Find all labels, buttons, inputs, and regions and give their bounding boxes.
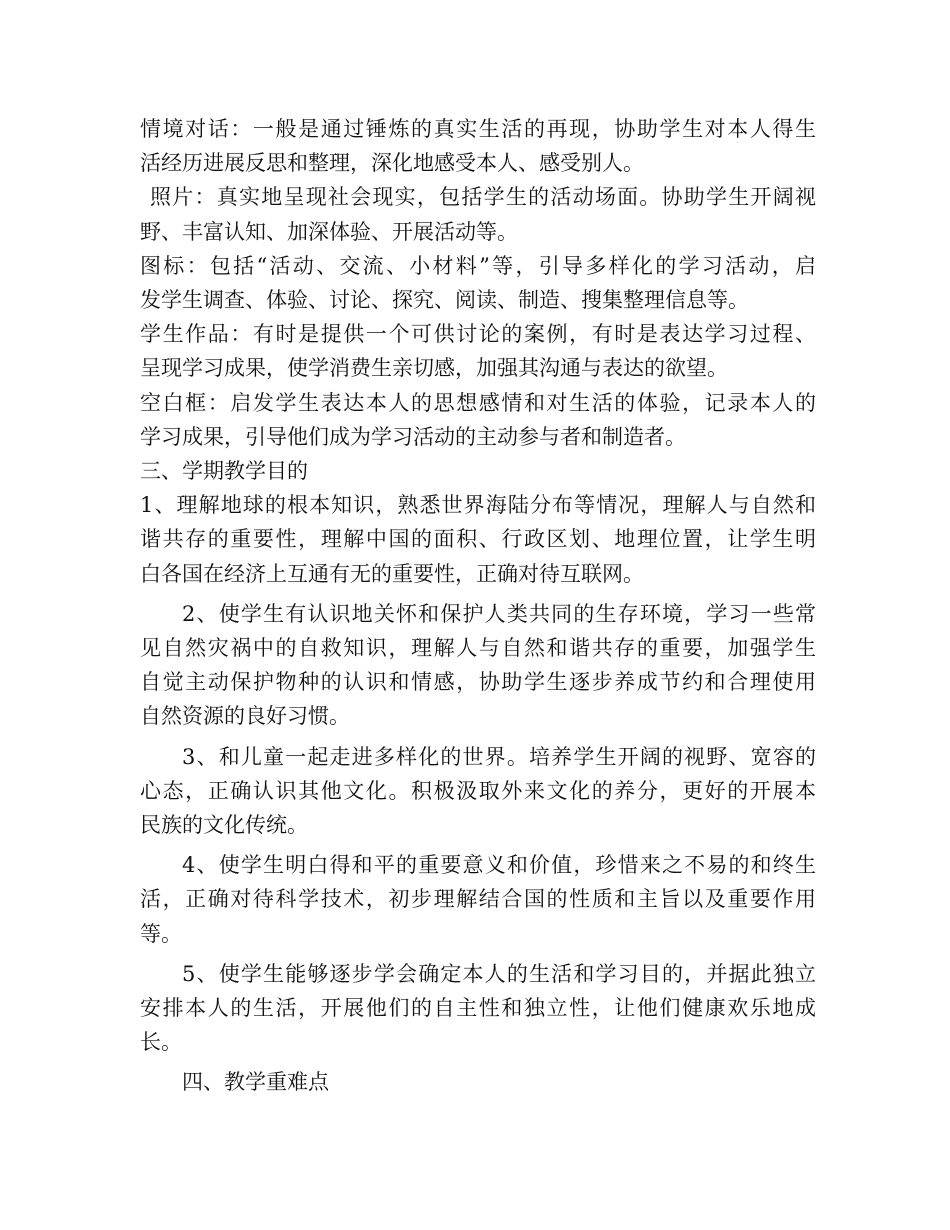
paragraph-icons bbox=[140, 249, 816, 317]
text-line: 长。 bbox=[140, 1030, 182, 1055]
text-line: 空白框：启发学生表达本人的思想感情和对生活的体验，记录本人的 bbox=[140, 390, 816, 415]
text-line: 发学生调查、体验、讨论、探究、阅读、制造、搜集整理信息等。 bbox=[140, 288, 749, 313]
paragraph-photos bbox=[140, 180, 816, 248]
goal-item-4 bbox=[140, 848, 816, 951]
paragraph-student-works bbox=[140, 317, 816, 385]
goal-item-1 bbox=[140, 488, 816, 591]
section-heading-key-difficulties bbox=[140, 1065, 816, 1099]
document-body bbox=[140, 112, 816, 1100]
text-line: 活，正确对待科学技术，初步理解结合国的性质和主旨以及重要作用 bbox=[140, 887, 816, 912]
text-line: 学习成果，引导他们成为学习活动的主动参与者和制造者。 bbox=[140, 424, 686, 449]
section-heading-teaching-goals bbox=[140, 454, 816, 488]
goal-item-2 bbox=[140, 597, 816, 734]
goal-item-3 bbox=[140, 740, 816, 843]
paragraph-blank-box bbox=[140, 386, 816, 454]
text-line: 1、理解地球的根本知识，熟悉世界海陆分布等情况，理解人与自然和 bbox=[140, 493, 816, 518]
text-line: 自觉主动保护物种的认识和情感，协助学生逐步养成节约和合理使用 bbox=[140, 670, 816, 695]
text-line: 野、丰富认知、加深体验、开展活动等。 bbox=[140, 219, 518, 244]
text-line: 心态，正确认识其他文化。积极汲取外来文化的养分，更好的开展本 bbox=[140, 778, 816, 803]
goal-item-5 bbox=[140, 957, 816, 1060]
text-line: 民族的文化传统。 bbox=[140, 813, 308, 838]
text-line: 自然资源的良好习惯。 bbox=[140, 704, 350, 729]
text-line: 2、使学生有认识地关怀和保护人类共同的生存环境，学习一些常 bbox=[182, 601, 816, 626]
text-line: 图标：包括“活动、交流、小材料”等，引导多样化的学习活动，启 bbox=[140, 253, 816, 278]
text-line: 照片：真实地呈现社会现实，包括学生的活动场面。协助学生开阔视 bbox=[150, 185, 816, 210]
text-line: 3、和儿童一起走进多样化的世界。培养学生开阔的视野、宽容的 bbox=[182, 744, 816, 769]
text-line: 白各国在经济上互通有无的重要性，正确对待互联网。 bbox=[140, 561, 644, 586]
text-line: 4、使学生明白得和平的重要意义和价值，珍惜来之不易的和终生 bbox=[182, 853, 816, 878]
text-line: 学生作品：有时是提供一个可供讨论的案例，有时是表达学习过程、 bbox=[140, 322, 816, 347]
section-heading: 四、教学重难点 bbox=[182, 1070, 329, 1095]
section-heading: 三、学期教学目的 bbox=[140, 459, 308, 484]
text-line: 情境对话：一般是通过锤炼的真实生活的再现，协助学生对本人得生 bbox=[140, 117, 816, 141]
text-line: 5、使学生能够逐步学会确定本人的生活和学习目的，并据此独立 bbox=[182, 961, 816, 986]
text-line: 呈现学习成果，使学消费生亲切感，加强其沟通与表达的欲望。 bbox=[140, 356, 728, 381]
paragraph-situational-dialogue bbox=[140, 112, 816, 180]
text-line: 活经历进展反思和整理，深化地感受本人、感受别人。 bbox=[140, 151, 644, 176]
text-line: 谐共存的重要性，理解中国的面积、行政区划、地理位置，让学生明 bbox=[140, 527, 816, 552]
text-line: 等。 bbox=[140, 921, 182, 946]
text-line: 安排本人的生活，开展他们的自主性和独立性，让他们健康欢乐地成 bbox=[140, 996, 816, 1021]
text-line: 见自然灾祸中的自救知识，理解人与自然和谐共存的重要，加强学生 bbox=[140, 636, 816, 661]
